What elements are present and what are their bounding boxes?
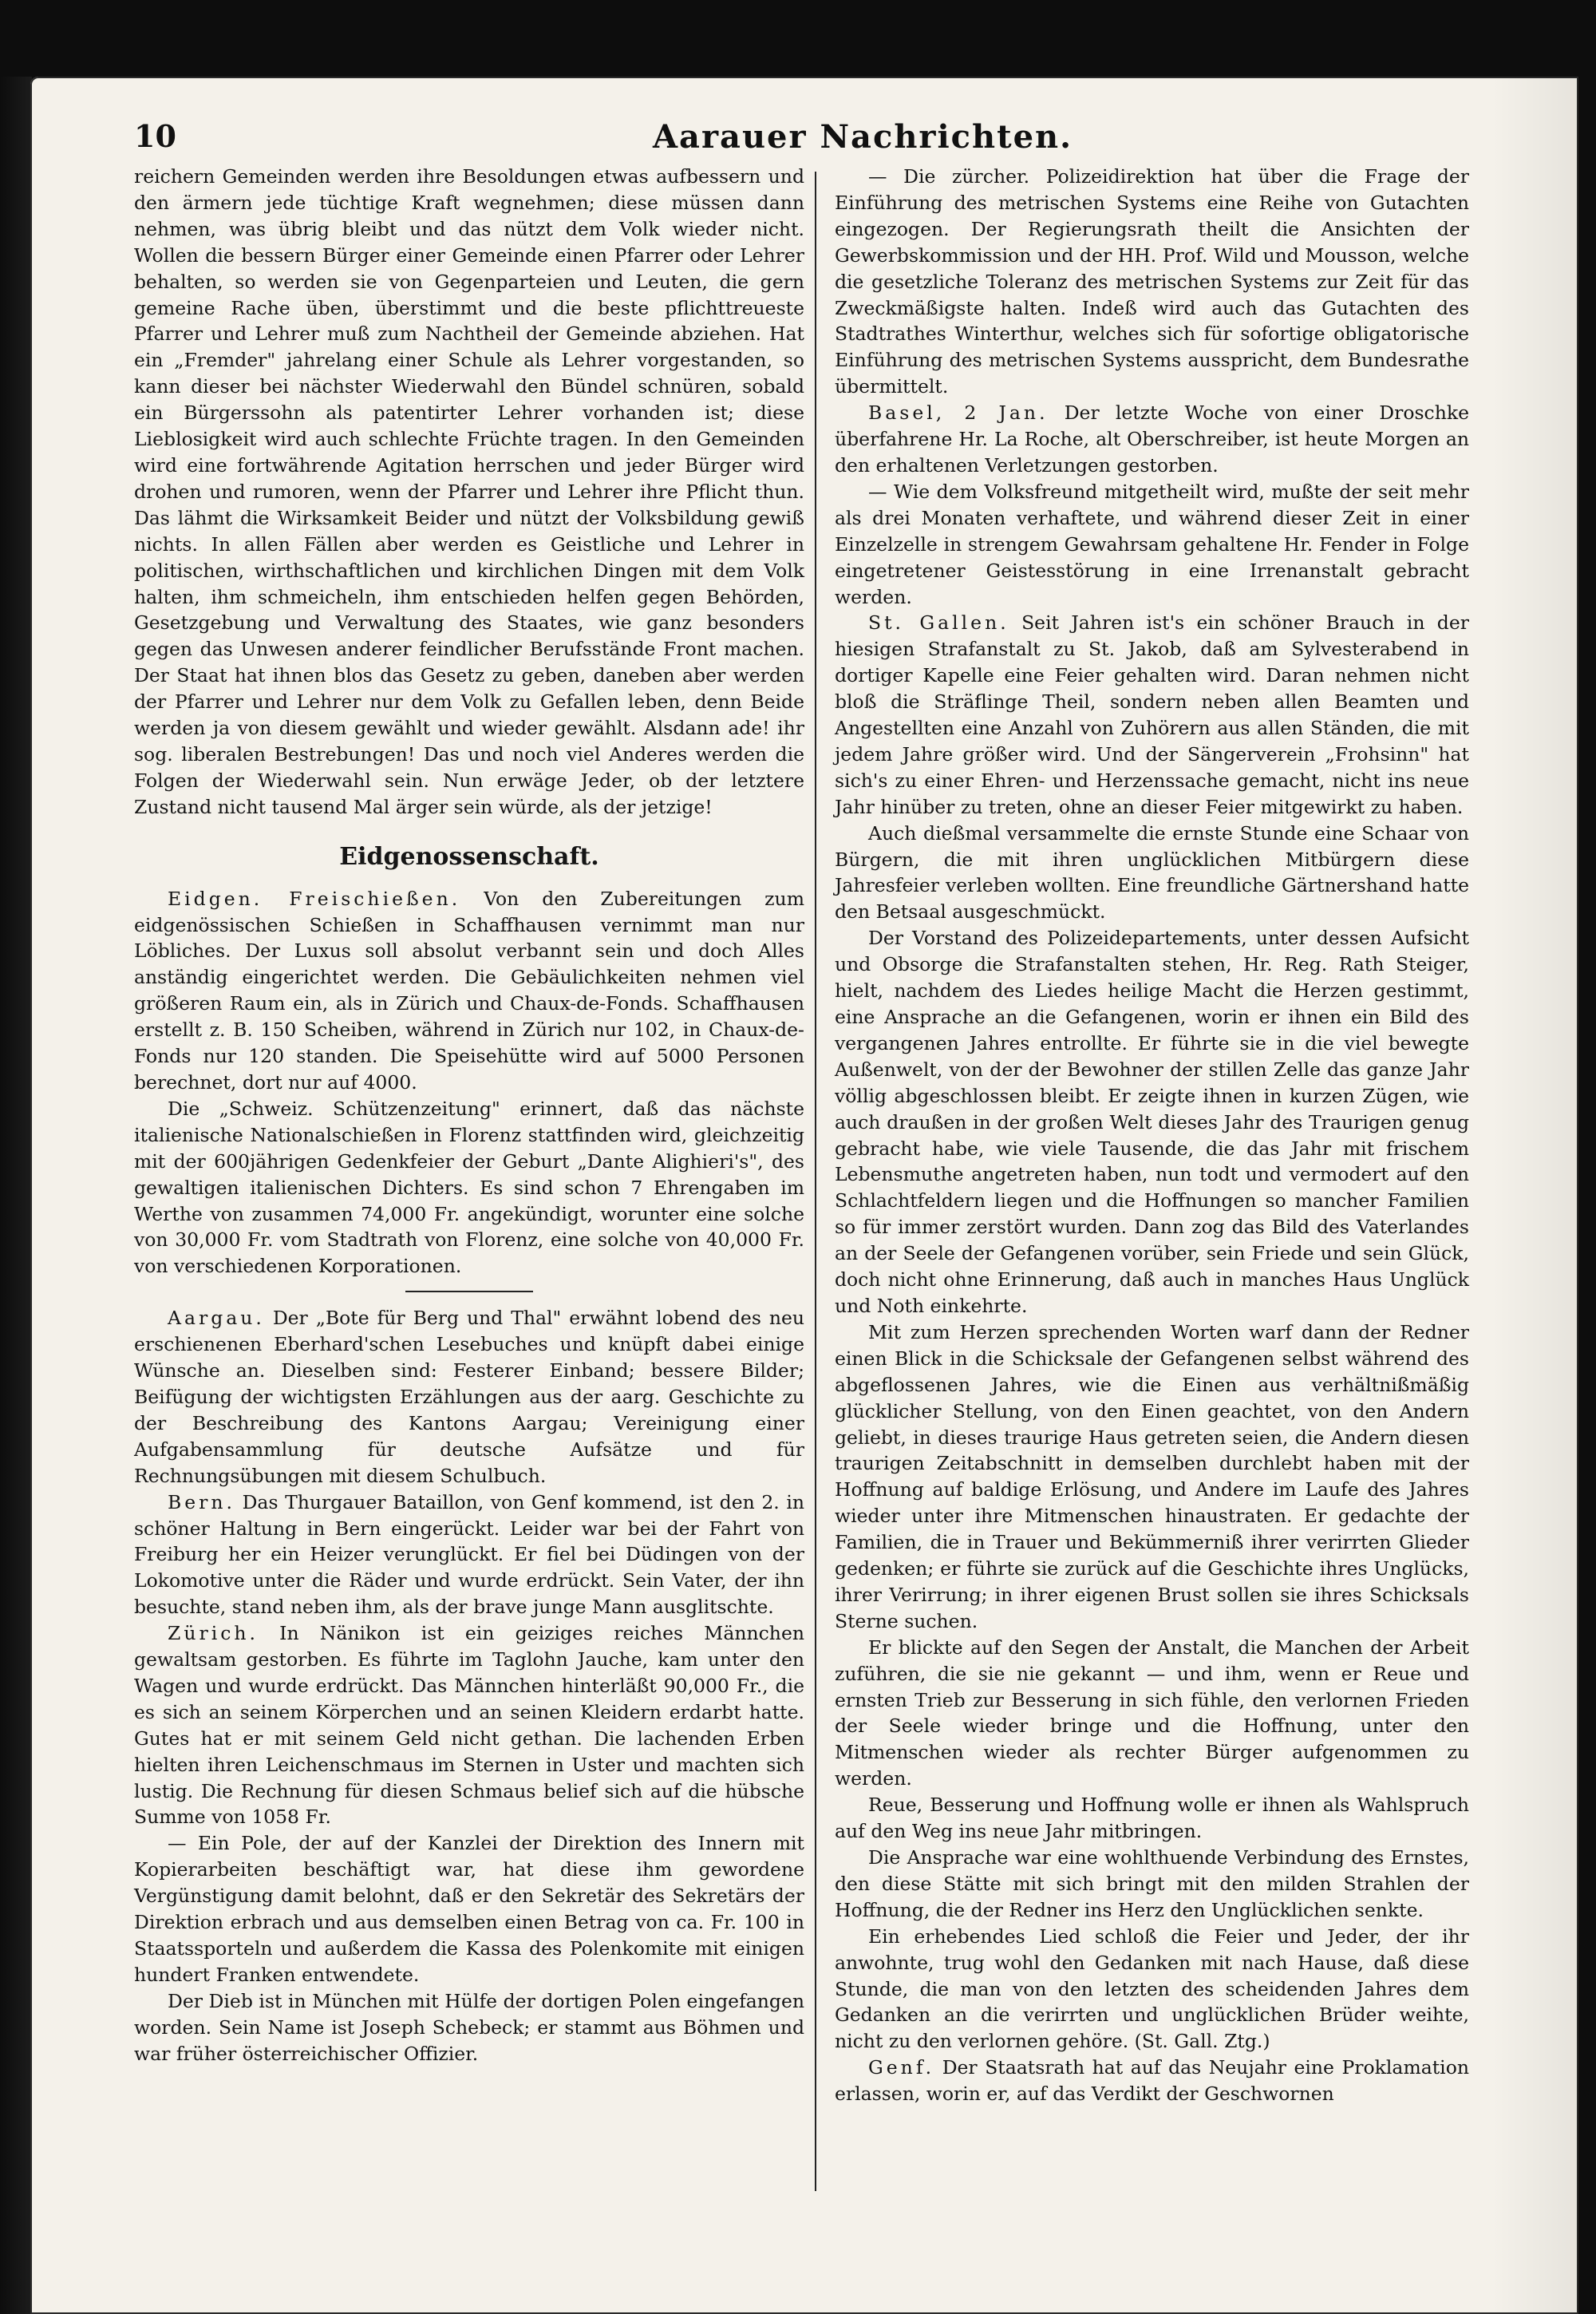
article-paragraph: — Ein Pole, der auf der Kanzlei der Direktion des Innern mit Kopierarbeiten beschäftigt war, hat diese ihm gewordene Vergünstigung damit belohnt, daß er den Sekretär des Sekretärs der Direktion erbrach und aus demselben einen Betrag von ca. Fr. 100 in Staatssporteln und außerdem die Kassa des Polenkomite mit einigen hundert Franken entwendete. [134,1832,804,1986]
article-paragraph: St. Gallen. Seit Jahren ist's ein schöner Brauch in der hiesigen Strafanstalt zu St. Jakob, daß am Sylvesterabend in dortiger Kapelle eine Feier gehalten wird. Daran nehmen nicht bloß die Sträflinge Theil, sondern neben allen Beamten und Angestellten eine Anzahl von Zuhörern aus allen Ständen, die mit jedem Jahre größer wird. Und der Sängerverein „Frohsinn" hat sich's zu einer Ehren- und Herzenssache gemacht, nicht ins neue Jahr hinüber zu treten, ohne an dieser Feier mitgewirkt zu haben. [835,611,1469,818]
dateline: Basel, 2 Jan. [868,401,1049,425]
article-paragraph: Der Dieb ist in München mit Hülfe der dortigen Polen eingefangen worden. Sein Name ist Joseph Schebeck; er stammt aus Böhmen und war früher österreichischer Offizier. [134,1989,804,2065]
dateline: Genf. [868,2056,935,2079]
article-paragraph: Basel, 2 Jan. Der letzte Woche von einer Droschke überfahrene Hr. La Roche, alt Oberschreiber, ist heute Morgen an den erhaltenen Verletzungen gestorben. [835,401,1469,477]
dateline: Aargau. [168,1307,265,1330]
article-paragraph: Zürich. In Nänikon ist ein geiziges reiches Männchen gewaltsam gestorben. Es führte im Taglohn Jauche, kam unter den Wagen und wurde erdrückt. Das Männchen hinterläßt 90,000 Fr., die es sich an seinem Körperchen und an seinen Kleidern erdarbt hatte. Gutes hat er mit seinem Geld nicht gethan. Die lachenden Erben hielten ihren Leichenschmaus im Sternen in Uster und machten sich lustig. Die Rechnung für diesen Schmaus belief sich auf die hübsche Summe von 1058 Fr. [134,1622,804,1829]
article-paragraph: Die „Schweiz. Schützenzeitung" erinnert, daß das nächste italienische Nationalschießen in Florenz stattfinden wird, gleichzeitig mit der 600jährigen Gedenkfeier der Geburt „Dante Alighieri's", des gewaltigen italienischen Dichters. Es sind schon 7 Ehrengaben im Werthe von zusammen 74,000 Fr. angekündigt, worunter eine solche von 30,000 Fr. vom Stadtrath von Florenz, eine solche von 40,000 Fr. von verschiedenen Korporationen. [134,1097,804,1278]
masthead-title: Aarauer Nachrichten. [653,118,1073,156]
section-heading: Eidgenossenschaft. [339,842,599,871]
article-paragraph: — Wie dem Volksfreund mitgetheilt wird, mußte der seit mehr als drei Monaten verhaftete, und während dieser Zeit in einer Einzelzelle in strengem Gewahrsam gehaltene Hr. Fender in Folge eingetretener Geistesstörung in eine Irrenanstalt gebracht werden. [835,480,1469,608]
page-shadow [1492,77,1580,2314]
dateline: St. Gallen. [868,611,1009,635]
article-paragraph: Aargau. Der „Bote für Berg und Thal" erwähnt lobend des neu erschienenen Eberhard'schen Lesebuches und knüpft dabei einige Wünsche an. Dieselben sind: Festerer Einband; bessere Bilder; Beifügung der wichtigsten Erzählungen aus der aarg. Geschichte zu der Beschreibung des Kantons Aargau; Vereinigung einer Aufgabensammlung für deutsche Aufsätze und für Rechnungsübungen mit diesem Schulbuch. [134,1307,804,1487]
dateline: Eidgen. Freischießen. [168,887,461,910]
scan-edge [0,77,32,2314]
article-paragraph: Reue, Besserung und Hoffnung wolle er ihnen als Wahlspruch auf den Weg ins neue Jahr mitbringen. [835,1794,1469,1843]
left-column [134,164,804,2067]
article-paragraph: Eidgen. Freischießen. Von den Zubereitungen zum eidgenössischen Schießen in Schaffhausen vernimmt man nur Löbliches. Der Luxus soll absolut verbannt sein und doch Alles anständig eingerichtet werden. Die Gebäulichkeiten nehmen viel größeren Raum ein, als in Zürich und Chaux-de-Fonds. Schaffhausen erstellt z. B. 150 Scheiben, während in Zürich nur 102, in Chaux-de-Fonds nur 120 standen. Die Speisehütte wird auf 5000 Personen berechnet, dort nur auf 4000. [134,887,804,1094]
article-paragraph: Genf. Der Staatsrath hat auf das Neujahr eine Proklamation erlassen, worin er, auf das Verdikt der Geschwornen [835,2056,1469,2106]
dateline: Bern. [168,1490,236,1513]
article-paragraph: Bern. Das Thurgauer Bataillon, von Genf kommend, ist den 2. in schöner Haltung in Bern eingerückt. Leider war bei der Fahrt von Freiburg her ein Heizer verunglückt. Er fiel bei Düdingen von der Lokomotive unter die Räder und wurde erdrückt. Sein Vater, der ihn besuchte, stand neben ihm, als der brave junge Mann ausglitschte. [134,1490,804,1619]
page-header [134,118,1475,166]
article-paragraph: Die Ansprache war eine wohlthuende Verbindung des Ernstes, den diese Stätte mit sich bringt mit den milden Strahlen der Hoffnung, die der Redner ins Herz den Unglücklichen senkte. [835,1846,1469,1921]
article-paragraph: Auch dießmal versammelte die ernste Stunde eine Schaar von Bürgern, die mit ihren unglücklichen Mitbürgern diese Jahresfeier verleben wollten. Eine freundliche Gärtnershand hatte den Betsaal ausgeschmückt. [835,821,1469,924]
column-divider [815,172,816,2191]
dateline: Zürich. [168,1622,259,1645]
article-paragraph: Mit zum Herzen sprechenden Worten warf dann der Redner einen Blick in die Schicksale der Gefangenen selbst während des abgeflossenen Jahres, wie die Einen aus verhältnißmäßig glücklicher Stellung, von den Einen geachtet, von den Andern geliebt, in dieses traurige Haus getreten seien, die Andern diesen traurigen Zeitabschnitt in demselben durchlebt haben mit der Hoffnung auf baldige Erlösung, und Andere im Laufe des Jahres wieder unter ihre Mitmenschen hinaustraten. Er gedachte der Familien, die in Trauer und Bekümmerniß ihrer verirrten Glieder gedenken; er führte sie zurück auf die Geschichte ihres Unglücks, ihrer Verirrung; in ihrer eigenen Brust sollen sie ihres Schicksals Sterne suchen. [835,1320,1469,1632]
separator-rule [405,1291,533,1292]
article-paragraph: — Die zürcher. Polizeidirektion hat über die Frage der Einführung des metrischen Systems eine Reihe von Gutachten eingezogen. Der Regierungsrath theilt die Ansichten der Gewerbskommission und der HH. Prof. Wild und Mousson, welche die gesetzliche Toleranz des metrischen Systems zur Zeit für das Zweckmäßigste halten. Indeß wird auch das Gutachten des Stadtrathes Winterthur, welches sich für sofortige obligatorische Einführung des metrischen Systems ausspricht, dem Bundesrathe übermittelt. [835,165,1469,398]
article-paragraph: reichern Gemeinden werden ihre Besoldungen etwas aufbessern und den ärmern jede tüchtige Kraft wegnehmen; diese müssen dann nehmen, was übrig bleibt und das nützt dem Volk wieder nicht. Wollen die bessern Bürger einer Gemeinde einen Pfarrer oder Lehrer behalten, so werden sie von Gegenparteien und Leuten, die gern gemeine Rache üben, überstimmt und die beste pflichttreueste Pfarrer und Lehrer muß zum Nachtheil der Gemeinde abziehen. Hat ein „Fremder" jahrelang einer Schule als Lehrer vorgestanden, so kann dieser bei nächster Wiederwahl den Bündel schnüren, sobald ein Bürgerssohn als patentirter Lehrer vorhanden ist; diese Lieblosigkeit wird auch schlechte Früchte tragen. In den Gemeinden wird eine fortwährende Agitation herrschen und jeder Bürger wird drohen und rumoren, wenn der Pfarrer und Lehrer ihre Pflicht thun. Das lähmt die Wirksamkeit Beider und nützt der Volksbildung gewiß nichts. In allen Fällen aber werden es Geistliche und Lehrer in politischen, wirthschaftlichen und kirchlichen Dingen mit dem Volk halten, ihm schmeicheln, ihm entschieden helfen gegen Behörden, Gesetzgebung und Verwaltung des Staates, wie ganz besonders gegen das Unwesen anderer feindlicher Berufsstände Front machen. Der Staat hat ihnen blos das Gesetz zu geben, daneben aber werden der Pfarrer und Lehrer nur dem Volk zu Gefallen leben, denn Beide werden ja von diesem gewählt und wieder gewählt. Alsdann ade! ihr sog. liberalen Bestrebungen! Das und noch viel Anderes werden die Folgen der Wiederwahl sein. Nun erwäge Jeder, ob der letztere Zustand nicht tausend Mal ärger sein würde, als der jetzige! [134,165,804,818]
right-column [835,164,1469,2107]
article-paragraph: Der Vorstand des Polizeidepartements, unter dessen Aufsicht und Obsorge die Strafanstalten stehen, Hr. Reg. Rath Steiger, hielt, nachdem des Liedes heilige Macht die Herzen gestimmt, eine Ansprache an die Gefangenen, worin er ihnen ein Bild des vergangenen Jahres entrollte. Er führte sie in die viel bewegte Außenwelt, von der der Bewohner der stillen Zelle das ganze Jahr völlig abgeschlossen bleibt. Er zeigte ihnen in kurzen Zügen, wie auch draußen in der großen Welt dieses Jahr des Traurigen genug gebracht habe, wie viele Tausende, die das Jahr mit frischem Lebensmuthe angetreten haben, nun todt und vermodert auf den Schlachtfeldern liegen und die Hoffnungen so mancher Familien so für immer zerstört wurden. Dann zog das Bild des Vaterlandes an der Seele der Gefangenen vorüber, sein Friede und sein Glück, doch nicht ohne Erinnerung, daß auch in manches Haus Unglück und Noth einkehrte. [835,927,1469,1317]
article-paragraph: Er blickte auf den Segen der Anstalt, die Manchen der Arbeit zuführen, die sie nie gekannt — und ihm, wenn er Reue und ernsten Trieb zur Besserung in sich fühle, den verlornen Frieden der Seele wieder bringe und die Hoffnung, unter den Mitmenschen wieder als rechter Bürger aufgenommen zu werden. [835,1636,1469,1790]
article-paragraph: Ein erhebendes Lied schloß die Feier und Jeder, der ihr anwohnte, trug wohl den Gedanken mit nach Hause, daß diese Stunde, die man von den letzten des scheidenden Jahres dem Gedanken an die verirrten und unglücklichen Brüder weihte, nicht zu den verlornen gehöre. (St. Gall. Ztg.) [835,1924,1469,2053]
page-number: 10 [134,118,176,154]
